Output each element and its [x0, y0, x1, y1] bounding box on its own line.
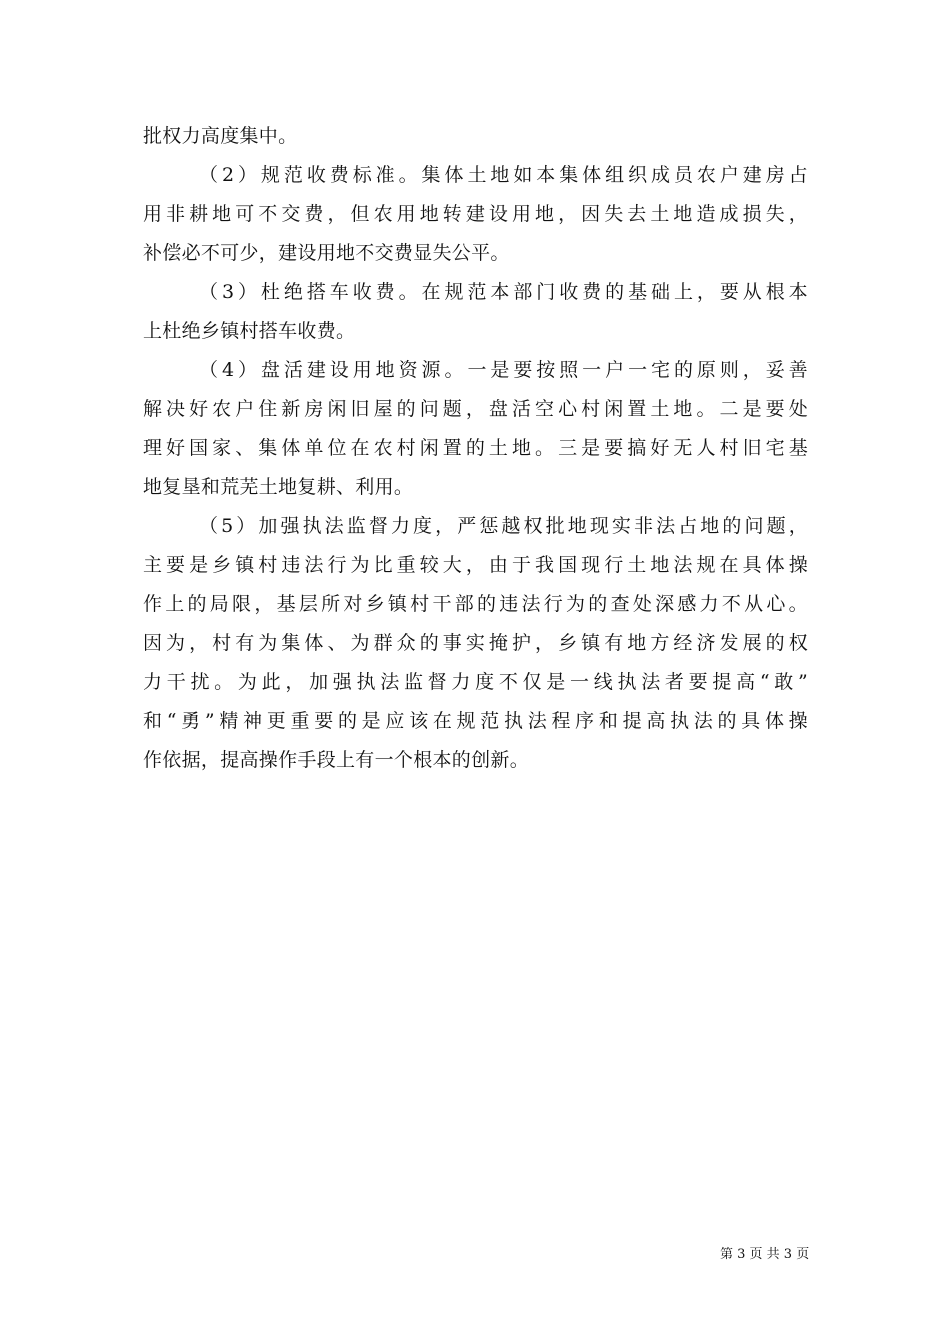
paragraph-line: 用非耕地可不交费，但农用地转建设用地，因失去土地造成损失，	[143, 203, 808, 225]
paragraph-line: （3）杜绝搭车收费。在规范本部门收费的基础上，要从根本	[199, 281, 808, 303]
page-number: 第 3 页 共 3 页	[720, 1247, 810, 1262]
document-body	[143, 117, 808, 780]
paragraph-line: 解决好农户住新房闲旧屋的问题，盘活空心村闲置土地。二是要处	[143, 398, 808, 420]
paragraph-line: 补偿必不可少，建设用地不交费显失公平。	[143, 242, 510, 264]
paragraph-line: 作依据，提高操作手段上有一个根本的创新。	[143, 749, 530, 771]
paragraph-line: 力干扰。为此，加强执法监督力度不仅是一线执法者要提高“敢”	[143, 671, 808, 693]
paragraph-line: 上杜绝乡镇村搭车收费。	[143, 320, 356, 342]
paragraph-line: 主要是乡镇村违法行为比重较大，由于我国现行土地法规在具体操	[143, 554, 808, 576]
paragraph-line: 批权力高度集中。	[143, 125, 298, 147]
paragraph-line: （2）规范收费标准。集体土地如本集体组织成员农户建房占	[199, 164, 808, 186]
paragraph-line: （5）加强执法监督力度，严惩越权批地现实非法占地的问题，	[199, 515, 808, 537]
paragraph-line: （4）盘活建设用地资源。一是要按照一户一宅的原则，妥善	[199, 359, 808, 381]
paragraph-line: 理好国家、集体单位在农村闲置的土地。三是要搞好无人村旧宅基	[143, 437, 808, 459]
paragraph-line: 地复垦和荒芜土地复耕、利用。	[143, 476, 414, 498]
paragraph-line: 作上的局限，基层所对乡镇村干部的违法行为的查处深感力不从心。	[143, 593, 808, 615]
paragraph-line: 因为，村有为集体、为群众的事实掩护，乡镇有地方经济发展的权	[143, 632, 808, 654]
paragraph-line: 和“勇”精神更重要的是应该在规范执法程序和提高执法的具体操	[143, 710, 808, 732]
